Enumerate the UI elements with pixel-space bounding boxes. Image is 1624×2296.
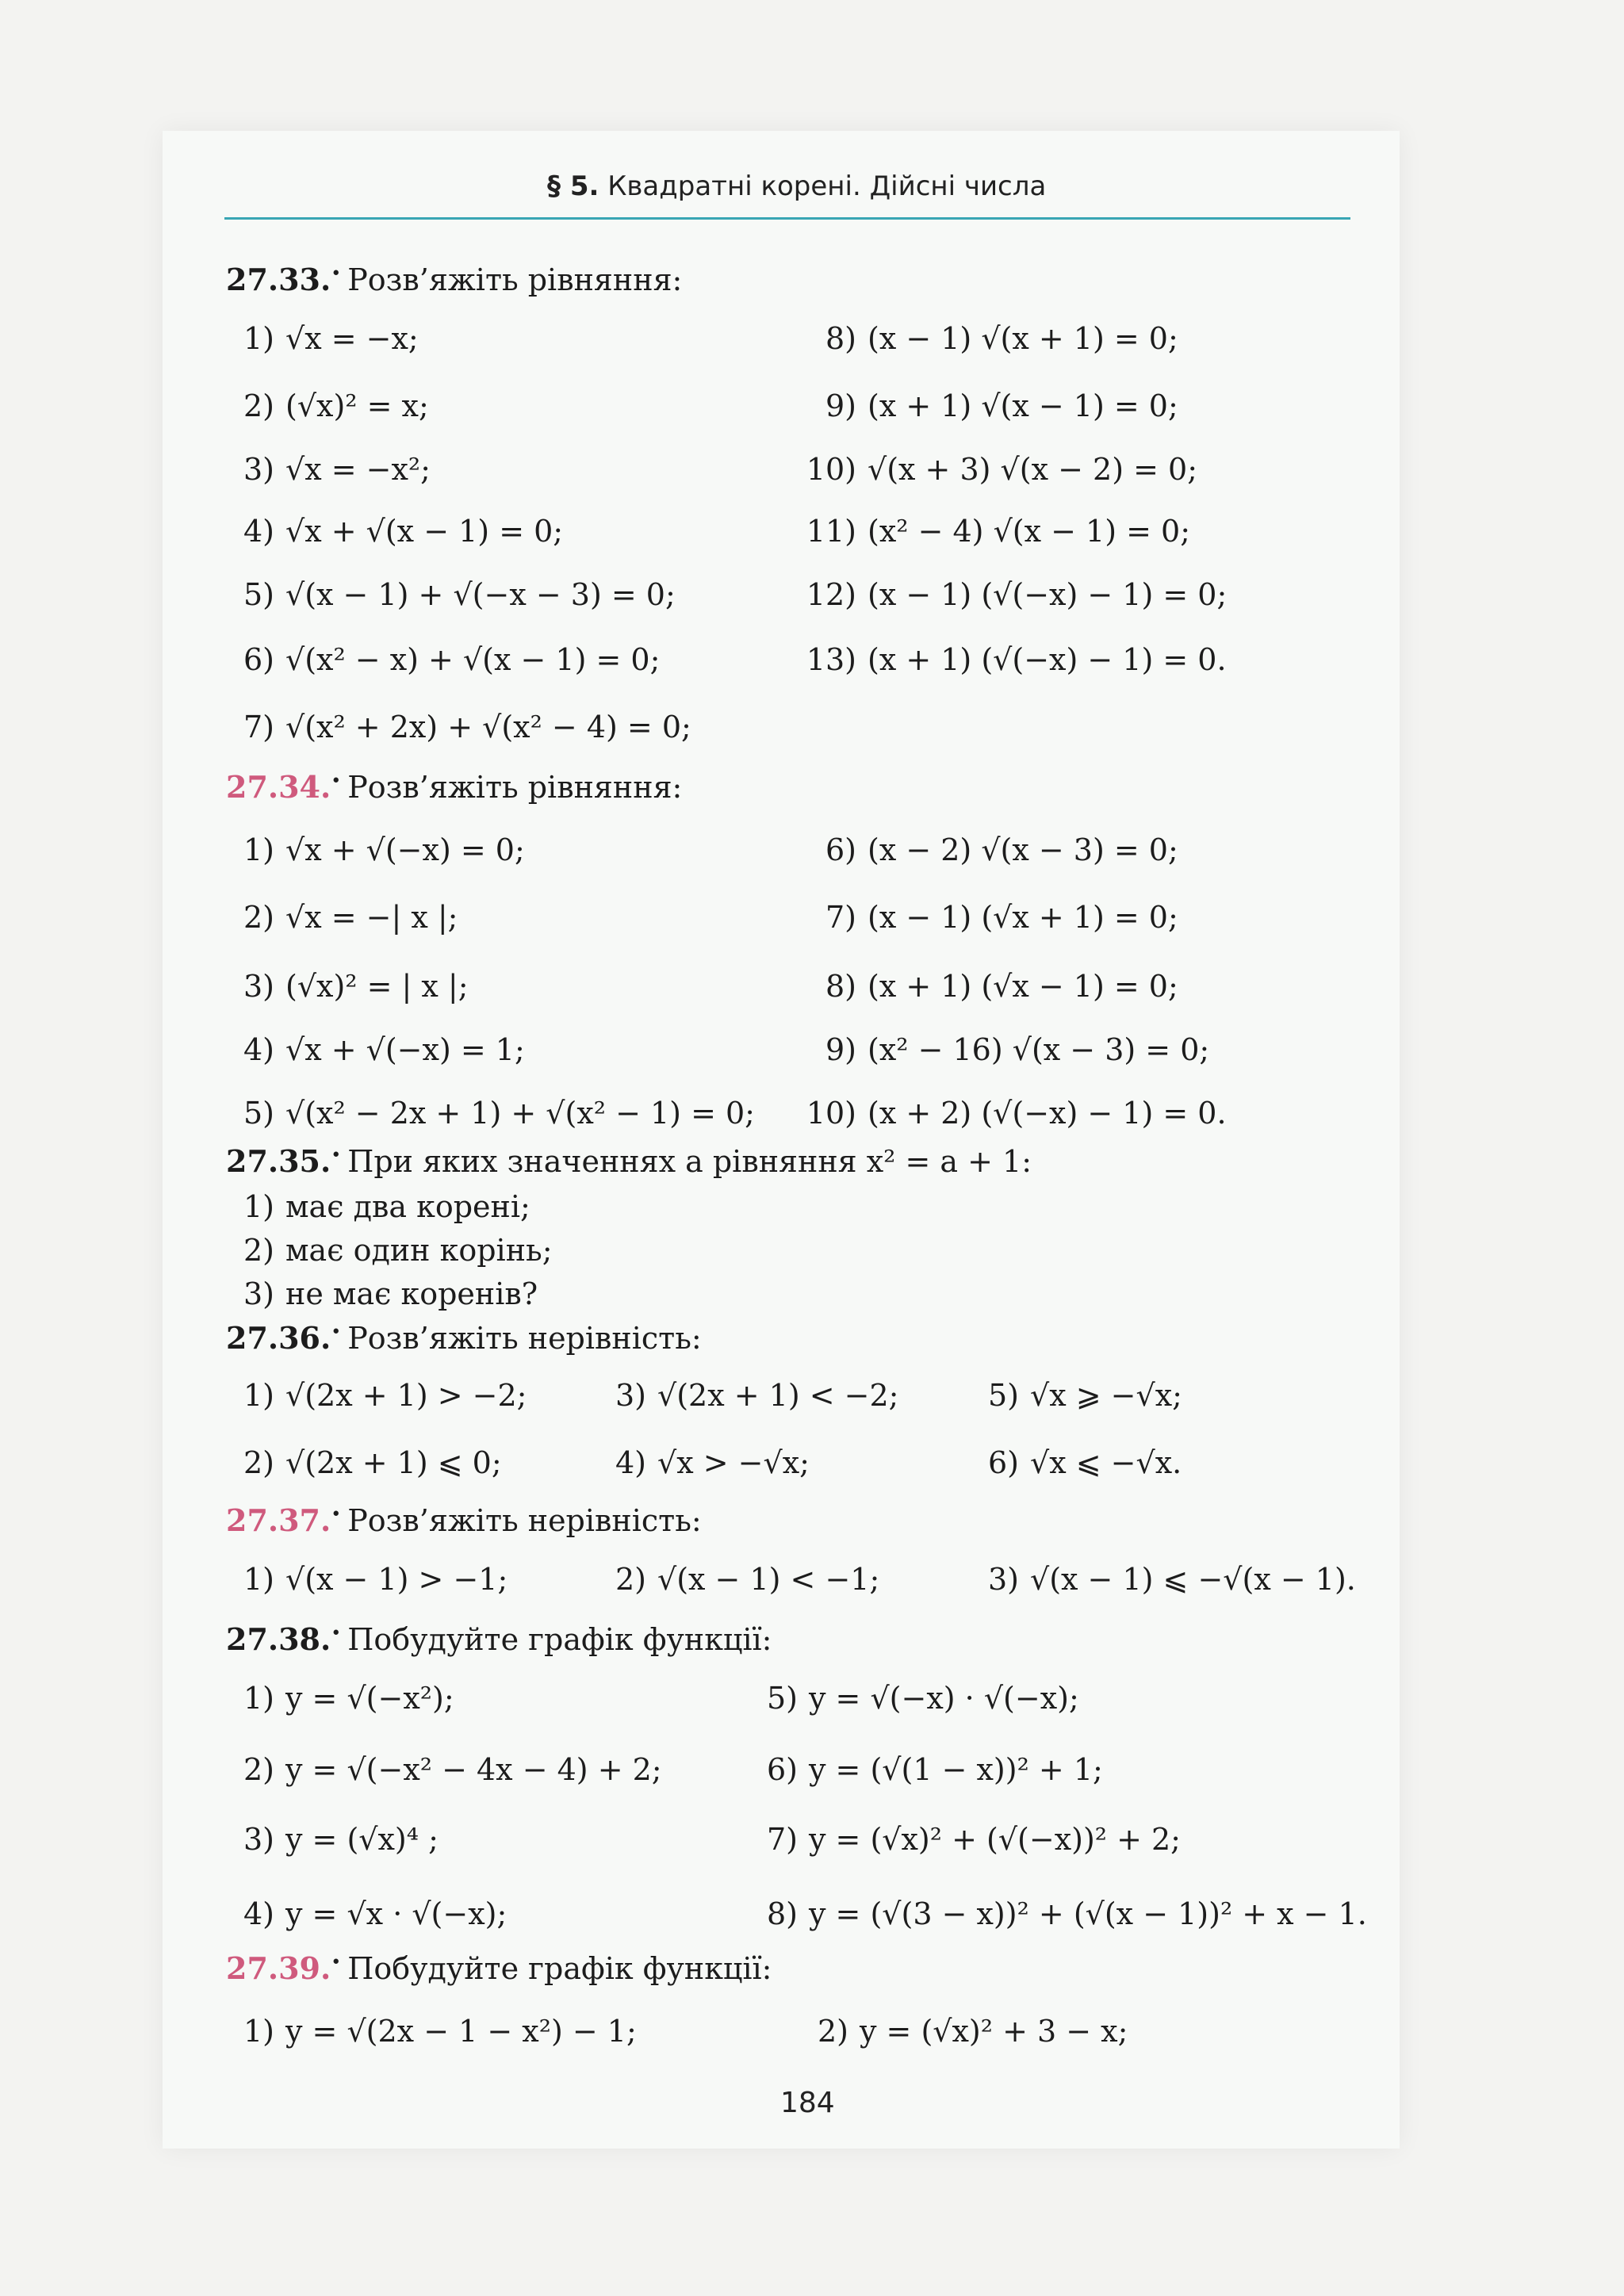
item-number: 1) bbox=[243, 1189, 274, 1224]
page-number: 184 bbox=[780, 2087, 835, 2119]
problem-instruction: Розв’яжіть нерівність: bbox=[347, 1321, 702, 1356]
problem-item bbox=[219, 1752, 662, 1787]
problem-item bbox=[219, 577, 676, 612]
item-number: 2) bbox=[243, 1752, 274, 1787]
problem-item bbox=[219, 1276, 538, 1311]
problem-item bbox=[219, 321, 419, 356]
item-number: 2) bbox=[817, 2014, 848, 2049]
item-expression: y = √(−x² − 4x − 4) + 2; bbox=[285, 1752, 662, 1787]
item-expression: (x + 1) (√(−x) − 1) = 0. bbox=[868, 642, 1227, 677]
problem-item bbox=[219, 452, 431, 487]
running-head bbox=[547, 170, 1046, 202]
item-expression: (x + 1) (√x − 1) = 0; bbox=[868, 969, 1178, 1004]
item-expression: √(x² + 2x) + √(x² − 4) = 0; bbox=[285, 710, 691, 744]
item-number: 5) bbox=[243, 577, 274, 612]
item-number: 6) bbox=[766, 1752, 798, 1787]
item-expression: √x + √(−x) = 0; bbox=[285, 832, 525, 867]
item-expression: y = √(2x − 1 − x²) − 1; bbox=[285, 2014, 637, 2049]
item-expression: (x + 1) √(x − 1) = 0; bbox=[868, 388, 1178, 423]
problem-item bbox=[793, 642, 1227, 677]
problem-item bbox=[219, 514, 563, 549]
item-number: 6) bbox=[825, 832, 856, 867]
item-number: 3) bbox=[987, 1562, 1019, 1597]
item-number: 3) bbox=[243, 1276, 274, 1311]
problem-item bbox=[793, 969, 1178, 1004]
difficulty-mark: • bbox=[331, 1146, 342, 1165]
problem-item bbox=[742, 1822, 1181, 1857]
item-expression: (x − 1) √(x + 1) = 0; bbox=[868, 321, 1178, 356]
item-expression: y = (√(3 − x))² + (√(x − 1))² + x − 1. bbox=[809, 1896, 1367, 1931]
problem-number: 27.33. bbox=[226, 262, 331, 297]
item-expression: y = √(−x²); bbox=[285, 1681, 454, 1716]
item-expression: (√x)² = x; bbox=[285, 388, 429, 423]
problem-item bbox=[219, 1681, 454, 1716]
problem-item bbox=[963, 1445, 1182, 1480]
item-expression: √(x − 1) < −1; bbox=[657, 1562, 880, 1597]
item-number: 2) bbox=[615, 1562, 646, 1597]
problem-item bbox=[793, 388, 1178, 423]
item-number: 8) bbox=[766, 1896, 798, 1931]
item-expression: √(2x + 1) > −2; bbox=[285, 1378, 527, 1413]
item-number: 10) bbox=[806, 452, 856, 487]
problem-item bbox=[219, 900, 458, 935]
item-expression: √(2x + 1) ⩽ 0; bbox=[285, 1445, 502, 1480]
item-expression: y = √x · √(−x); bbox=[285, 1896, 508, 1931]
item-number: 12) bbox=[806, 577, 856, 612]
item-expression: (x − 2) √(x − 3) = 0; bbox=[868, 832, 1178, 867]
difficulty-mark: • bbox=[331, 1953, 342, 1973]
item-expression: (√x)² = | x |; bbox=[285, 969, 469, 1004]
item-expression: y = (√x)² + (√(−x))² + 2; bbox=[809, 1822, 1181, 1857]
item-expression: √x + √(x − 1) = 0; bbox=[285, 514, 564, 549]
problem-item bbox=[219, 1822, 439, 1857]
problem-item bbox=[219, 1096, 755, 1131]
problem-item bbox=[591, 1378, 898, 1413]
item-number: 5) bbox=[243, 1096, 274, 1131]
item-number: 9) bbox=[825, 1032, 856, 1067]
item-expression: (x² − 16) √(x − 3) = 0; bbox=[868, 1032, 1210, 1067]
item-number: 4) bbox=[243, 1032, 274, 1067]
item-number: 4) bbox=[243, 1896, 274, 1931]
item-expression: √x = −| x |; bbox=[285, 900, 458, 935]
problem-item bbox=[591, 1562, 879, 1597]
problem-item bbox=[219, 1032, 525, 1067]
problem-item bbox=[219, 832, 525, 867]
item-expression: √x = −x; bbox=[285, 321, 419, 356]
item-expression: (x − 1) (√(−x) − 1) = 0; bbox=[868, 577, 1228, 612]
item-expression: y = (√(1 − x))² + 1; bbox=[809, 1752, 1103, 1787]
item-expression: (x² − 4) √(x − 1) = 0; bbox=[868, 514, 1191, 549]
problem-item bbox=[219, 710, 691, 744]
item-number: 1) bbox=[243, 1681, 274, 1716]
item-expression: y = (√x)² + 3 − x; bbox=[860, 2014, 1128, 2049]
item-expression: y = (√x)⁴ ; bbox=[285, 1822, 439, 1857]
problem-item bbox=[219, 1378, 527, 1413]
item-number: 5) bbox=[766, 1681, 798, 1716]
item-number: 6) bbox=[987, 1445, 1019, 1480]
item-expression: √x > −√x; bbox=[657, 1445, 810, 1480]
item-expression: √(x² − x) + √(x − 1) = 0; bbox=[285, 642, 661, 677]
item-expression: має два корені; bbox=[285, 1189, 530, 1224]
problem-instruction: Розв’яжіть нерівність: bbox=[347, 1503, 702, 1538]
problem-item bbox=[742, 1896, 1367, 1931]
item-number: 9) bbox=[825, 388, 856, 423]
item-number: 13) bbox=[806, 642, 856, 677]
problem-instruction: Побудуйте графік функції: bbox=[347, 1622, 772, 1657]
item-expression: √(x − 1) + √(−x − 3) = 0; bbox=[285, 577, 676, 612]
item-number: 7) bbox=[243, 710, 274, 744]
problem-item bbox=[793, 577, 1227, 612]
item-expression: √(x − 1) > −1; bbox=[285, 1562, 508, 1597]
problem-27-34-heading bbox=[226, 769, 682, 805]
item-expression: √(x + 3) √(x − 2) = 0; bbox=[868, 452, 1197, 487]
problem-item bbox=[219, 969, 469, 1004]
header-rule bbox=[224, 217, 1350, 220]
item-number: 2) bbox=[243, 388, 274, 423]
item-number: 3) bbox=[615, 1378, 646, 1413]
item-expression: √x = −x²; bbox=[285, 452, 431, 487]
problem-27-38-heading bbox=[226, 1621, 772, 1657]
item-number: 4) bbox=[615, 1445, 646, 1480]
item-number: 3) bbox=[243, 969, 274, 1004]
problem-item bbox=[219, 1233, 553, 1268]
problem-item bbox=[219, 1562, 508, 1597]
problem-item bbox=[742, 1681, 1079, 1716]
problem-item bbox=[219, 642, 660, 677]
problem-27-39-heading bbox=[226, 1950, 772, 1986]
item-number: 3) bbox=[243, 1822, 274, 1857]
item-number: 6) bbox=[243, 642, 274, 677]
problem-instruction: При яких значеннях a рівняння x² = a + 1: bbox=[347, 1144, 1032, 1179]
item-number: 4) bbox=[243, 514, 274, 549]
problem-item bbox=[793, 1032, 1209, 1067]
problem-item bbox=[742, 1752, 1103, 1787]
item-number: 7) bbox=[825, 900, 856, 935]
problem-item bbox=[591, 1445, 810, 1480]
item-number: 1) bbox=[243, 321, 274, 356]
item-expression: має один корінь; bbox=[285, 1233, 553, 1268]
problem-item bbox=[963, 1562, 1356, 1597]
problem-number: 27.35. bbox=[226, 1143, 331, 1179]
item-expression: √x ⩽ −√x. bbox=[1030, 1445, 1182, 1480]
problem-item bbox=[963, 1378, 1182, 1413]
item-number: 10) bbox=[806, 1096, 856, 1131]
problem-item bbox=[793, 452, 1197, 487]
section-title: Квадратні корені. Дійсні числа bbox=[607, 170, 1047, 202]
item-number: 1) bbox=[243, 1378, 274, 1413]
problem-27-36-heading bbox=[226, 1320, 702, 1356]
problem-item bbox=[793, 2014, 1128, 2049]
problem-item bbox=[793, 514, 1190, 549]
item-number: 1) bbox=[243, 2014, 274, 2049]
problem-item bbox=[219, 1445, 502, 1480]
problem-number: 27.36. bbox=[226, 1320, 331, 1356]
problem-number: 27.34. bbox=[226, 769, 331, 805]
problem-item bbox=[219, 1896, 507, 1931]
item-expression: √(x² − 2x + 1) + √(x² − 1) = 0; bbox=[285, 1096, 755, 1131]
item-number: 1) bbox=[243, 832, 274, 867]
problem-instruction: Розв’яжіть рівняння: bbox=[347, 770, 683, 805]
item-expression: √(2x + 1) < −2; bbox=[657, 1378, 899, 1413]
problem-number: 27.37. bbox=[226, 1502, 331, 1538]
item-number: 8) bbox=[825, 969, 856, 1004]
item-number: 8) bbox=[825, 321, 856, 356]
item-number: 5) bbox=[987, 1378, 1019, 1413]
problem-item bbox=[793, 900, 1178, 935]
item-expression: (x − 1) (√x + 1) = 0; bbox=[868, 900, 1178, 935]
problem-instruction: Побудуйте графік функції: bbox=[347, 1951, 772, 1986]
problem-27-33-heading bbox=[226, 262, 682, 297]
problem-number: 27.39. bbox=[226, 1950, 331, 1986]
problem-27-35-heading bbox=[226, 1143, 1032, 1179]
problem-item bbox=[219, 388, 429, 423]
problem-item bbox=[793, 1096, 1227, 1131]
difficulty-mark: • bbox=[331, 1322, 342, 1342]
item-expression: (x + 2) (√(−x) − 1) = 0. bbox=[868, 1096, 1227, 1131]
problem-instruction: Розв’яжіть рівняння: bbox=[347, 262, 683, 297]
difficulty-mark: • bbox=[331, 1505, 342, 1525]
problem-27-37-heading bbox=[226, 1502, 702, 1538]
item-number: 11) bbox=[806, 514, 856, 549]
problem-item bbox=[793, 832, 1178, 867]
item-number: 3) bbox=[243, 452, 274, 487]
difficulty-mark: • bbox=[331, 264, 342, 284]
problem-item bbox=[793, 321, 1178, 356]
item-expression: √x + √(−x) = 1; bbox=[285, 1032, 525, 1067]
item-expression: y = √(−x) · √(−x); bbox=[809, 1681, 1079, 1716]
problem-number: 27.38. bbox=[226, 1621, 331, 1657]
item-expression: √(x − 1) ⩽ −√(x − 1). bbox=[1030, 1562, 1356, 1597]
item-expression: √x ⩾ −√x; bbox=[1030, 1378, 1182, 1413]
difficulty-mark: • bbox=[331, 771, 342, 791]
problem-item bbox=[219, 1189, 530, 1224]
item-number: 2) bbox=[243, 1445, 274, 1480]
difficulty-mark: • bbox=[331, 1624, 342, 1644]
item-number: 2) bbox=[243, 900, 274, 935]
item-number: 7) bbox=[766, 1822, 798, 1857]
section-number: § 5. bbox=[547, 170, 599, 202]
item-number: 1) bbox=[243, 1562, 274, 1597]
problem-item bbox=[219, 2014, 637, 2049]
item-number: 2) bbox=[243, 1233, 274, 1268]
item-expression: не має коренів? bbox=[285, 1276, 538, 1311]
